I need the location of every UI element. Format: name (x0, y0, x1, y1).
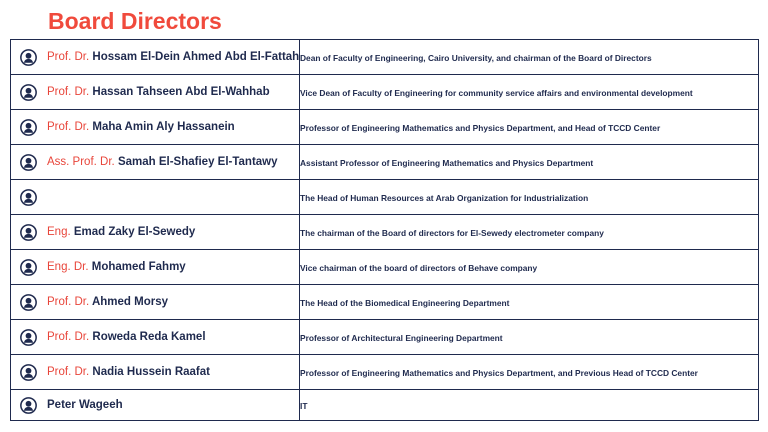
member-name-group (47, 156, 278, 168)
member-name-cell (11, 320, 300, 355)
member-role: Vice Dean of Faculty of Engineering for community service affairs and environmental development (300, 88, 693, 98)
member-role: The Head of Human Resources at Arab Organization for Industrialization (300, 193, 589, 203)
member-role-cell (300, 215, 759, 250)
member-role: Professor of Engineering Mathematics and Physics Department, and Head of TCCD Center (300, 123, 661, 133)
member-title: Eng. (47, 226, 71, 238)
member-name-cell (11, 390, 300, 421)
person-icon (20, 329, 37, 346)
member-name-cell (11, 180, 300, 215)
member-name: Maha Amin Aly Hassanein (92, 121, 235, 133)
member-row (11, 285, 759, 320)
member-title: Prof. Dr. (47, 331, 90, 343)
member-name-group (47, 86, 270, 98)
member-name: Emad Zaky El-Sewedy (73, 226, 196, 238)
member-role-cell (300, 250, 759, 285)
member-name-cell (11, 145, 300, 180)
member-name: Hassan Tahseen Abd El-Wahhab (92, 86, 270, 98)
person-icon (20, 259, 37, 276)
member-title: Ass. Prof. Dr. (47, 156, 115, 168)
member-title: Prof. Dr. (47, 121, 90, 133)
member-name: Peter Wageeh (47, 399, 123, 411)
member-role-cell (300, 180, 759, 215)
member-name-group (47, 399, 123, 411)
member-name: Hossam El-Dein Ahmed Abd El-Fattah (92, 51, 300, 63)
member-role: The Head of the Biomedical Engineering Department (300, 298, 510, 308)
member-role: Assistant Professor of Engineering Mathematics and Physics Department (300, 158, 594, 168)
member-row (11, 390, 759, 421)
member-row (11, 215, 759, 250)
member-role: Dean of Faculty of Engineering, Cairo University, and chairman of the Board of Directors (300, 53, 652, 63)
member-name-group (47, 331, 206, 343)
member-role-cell (300, 390, 759, 421)
member-name: Samah El-Shafiey El-Tantawy (117, 156, 278, 168)
person-icon (20, 364, 37, 381)
member-name: Mohamed Fahmy (91, 261, 186, 273)
person-icon (20, 154, 37, 171)
person-icon (20, 397, 37, 414)
member-row (11, 320, 759, 355)
member-title: Prof. Dr. (47, 86, 90, 98)
member-role-cell (300, 320, 759, 355)
member-name-cell (11, 250, 300, 285)
member-row (11, 250, 759, 285)
member-role: Professor of Engineering Mathematics and Physics Department, and Previous Head of TCCD Center (300, 368, 698, 378)
person-icon (20, 224, 37, 241)
member-role-cell (300, 75, 759, 110)
member-name-group (47, 51, 299, 63)
member-row (11, 75, 759, 110)
board-directors-table (10, 39, 759, 421)
member-name-group (47, 261, 186, 273)
member-role-cell (300, 355, 759, 390)
member-role-cell (300, 145, 759, 180)
member-row (11, 40, 759, 75)
member-title: Prof. Dr. (47, 296, 90, 308)
member-name-cell (11, 355, 300, 390)
member-name-cell (11, 40, 300, 75)
member-name-group (47, 226, 195, 238)
member-name: Ahmed Morsy (91, 296, 169, 308)
member-name-cell (11, 110, 300, 145)
member-row (11, 110, 759, 145)
member-role-cell (300, 110, 759, 145)
member-role: The chairman of the Board of directors for El-Sewedy electrometer company (300, 228, 604, 238)
member-row (11, 145, 759, 180)
person-icon (20, 119, 37, 136)
member-row (11, 355, 759, 390)
person-icon (20, 49, 37, 66)
member-role-cell (300, 285, 759, 320)
member-role: Vice chairman of the board of directors of Behave company (300, 263, 538, 273)
member-name-cell (11, 285, 300, 320)
member-title: Prof. Dr. (47, 366, 90, 378)
member-title: Eng. Dr. (47, 261, 89, 273)
member-role-cell (300, 40, 759, 75)
member-name-cell (11, 75, 300, 110)
member-role: IT (300, 401, 308, 411)
member-title: Prof. Dr. (47, 51, 90, 63)
member-row (11, 180, 759, 215)
member-name-cell (11, 215, 300, 250)
person-icon (20, 294, 37, 311)
member-name-group (47, 121, 235, 133)
person-icon (20, 189, 37, 206)
person-icon (20, 84, 37, 101)
member-name: Nadia Hussein Raafat (92, 366, 210, 378)
member-name-group (47, 296, 168, 308)
member-name: Roweda Reda Kamel (92, 331, 206, 343)
page-title: Board Directors (48, 8, 222, 34)
member-role: Professor of Architectural Engineering Department (300, 333, 503, 343)
member-name-group (47, 366, 210, 378)
